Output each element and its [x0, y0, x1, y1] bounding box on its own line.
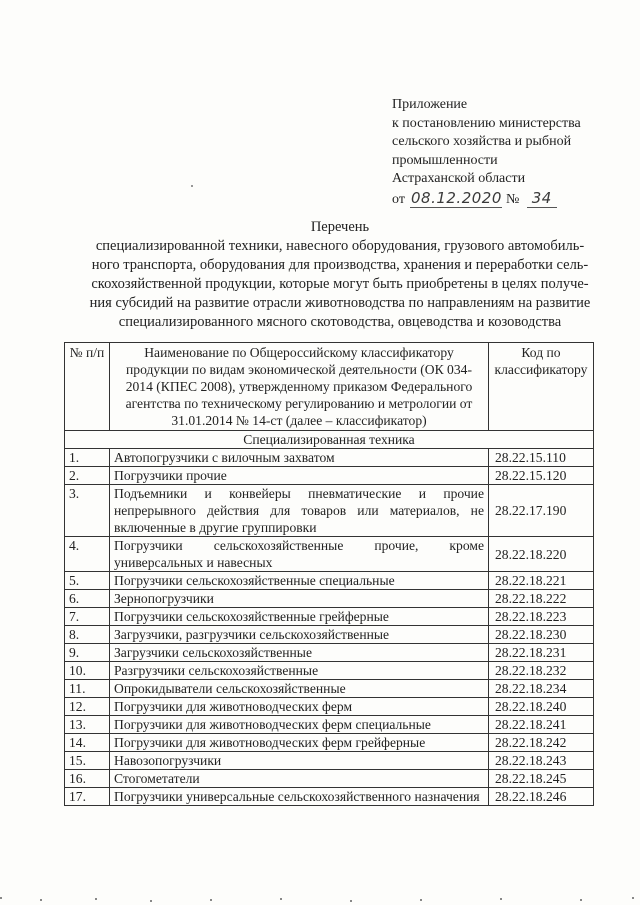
row-number: 16. — [65, 770, 110, 788]
row-number: 2. — [65, 467, 110, 485]
row-name: Погрузчики сельскохозяйственные прочие, кроме универсальных и навесных — [110, 537, 489, 572]
row-code: 28.22.18.221 — [489, 572, 594, 590]
section-row — [65, 431, 594, 449]
appendix-date-line — [392, 189, 632, 210]
row-number: 11. — [65, 680, 110, 698]
table-row — [65, 590, 594, 608]
appendix-block — [392, 96, 632, 209]
row-name: Разгрузчики сельскохозяйственные — [110, 662, 489, 680]
appendix-line: сельского хозяйства и рыбной — [392, 134, 572, 149]
document-title — [60, 218, 620, 332]
row-code: 28.22.18.243 — [489, 752, 594, 770]
row-code: 28.22.18.220 — [489, 537, 594, 572]
title-heading: Перечень — [310, 219, 370, 235]
row-code: 28.22.18.240 — [489, 698, 594, 716]
title-line: специализированной техники, навесного оборудования, грузового автомобиль- — [95, 238, 585, 254]
appendix-line: Астраханской области — [392, 171, 526, 186]
row-code: 28.22.18.242 — [489, 734, 594, 752]
appendix-line: Приложение — [392, 97, 468, 112]
scan-speck — [191, 185, 193, 187]
table-row — [65, 680, 594, 698]
row-number: 3. — [65, 485, 110, 537]
row-code: 28.22.18.232 — [489, 662, 594, 680]
row-number: 17. — [65, 788, 110, 806]
row-code: 28.22.18.230 — [489, 626, 594, 644]
row-name: Погрузчики сельскохозяйственные грейферные — [110, 608, 489, 626]
scan-edge-marks — [0, 893, 640, 905]
date-prefix: от — [392, 191, 405, 207]
row-number: 7. — [65, 608, 110, 626]
table-row — [65, 662, 594, 680]
row-number: 15. — [65, 752, 110, 770]
table-row — [65, 770, 594, 788]
table-header-row — [65, 343, 594, 431]
table-row — [65, 608, 594, 626]
appendix-line: к постановлению министерства — [392, 115, 581, 131]
row-code: 28.22.15.120 — [489, 467, 594, 485]
row-number: 4. — [65, 537, 110, 572]
row-name: Погрузчики универсальные сельскохозяйственного назначения — [110, 788, 489, 806]
header-num: № п/п — [65, 343, 110, 431]
title-line: специализированного мясного скотоводства, овцеводства и козоводства — [118, 314, 562, 330]
title-line: ного транспорта, оборудования для производства, хранения и переработки сель- — [91, 257, 589, 273]
row-name: Навозопогрузчики — [110, 752, 489, 770]
row-name: Погрузчики для животноводческих ферм грейферные — [110, 734, 489, 752]
header-code: Код по классификатору — [489, 343, 594, 431]
equipment-table — [64, 342, 594, 806]
section-title: Специализированная техника — [65, 431, 594, 449]
table-row — [65, 788, 594, 806]
row-code: 28.22.18.245 — [489, 770, 594, 788]
row-number: 6. — [65, 590, 110, 608]
appendix-line: промышленности — [392, 152, 498, 168]
row-name: Погрузчики сельскохозяйственные специальные — [110, 572, 489, 590]
table-row — [65, 716, 594, 734]
row-name: Загрузчики сельскохозяйственные — [110, 644, 489, 662]
row-code: 28.22.18.231 — [489, 644, 594, 662]
handwritten-number: 34 — [527, 189, 557, 209]
table-row — [65, 734, 594, 752]
row-number: 13. — [65, 716, 110, 734]
row-code: 28.22.18.246 — [489, 788, 594, 806]
row-name: Опрокидыватели сельскохозяйственные — [110, 680, 489, 698]
handwritten-date: 08.12.2020 — [410, 188, 502, 207]
row-number: 9. — [65, 644, 110, 662]
row-name: Стогометатели — [110, 770, 489, 788]
number-prefix: № — [505, 191, 520, 207]
row-number: 14. — [65, 734, 110, 752]
table-row — [65, 626, 594, 644]
table-row — [65, 644, 594, 662]
header-name: Наименование по Общероссийскому классификатору продукции по видам экономической деятельности (ОК 034-2014 (КПЕС 2008), утвержденному приказом Федерального агентства по техническому регулированию и метрологии от 31.01.2014 № 14-ст (далее – классификатор) — [110, 343, 489, 431]
table-row — [65, 467, 594, 485]
row-name: Погрузчики прочие — [110, 467, 489, 485]
table-row — [65, 485, 594, 537]
row-name: Зернопогрузчики — [110, 590, 489, 608]
row-code: 28.22.18.241 — [489, 716, 594, 734]
table-row — [65, 537, 594, 572]
title-line: ния субсидий на развитие отрасли животноводства по направлениям на развитие — [89, 295, 591, 311]
table-row — [65, 572, 594, 590]
row-name: Погрузчики для животноводческих ферм специальные — [110, 716, 489, 734]
row-number: 10. — [65, 662, 110, 680]
row-number: 1. — [65, 449, 110, 467]
row-code: 28.22.18.222 — [489, 590, 594, 608]
table-row — [65, 752, 594, 770]
row-name: Автопогрузчики с вилочным захватом — [110, 449, 489, 467]
row-name: Погрузчики для животноводческих ферм — [110, 698, 489, 716]
row-code: 28.22.18.234 — [489, 680, 594, 698]
row-code: 28.22.15.110 — [489, 449, 594, 467]
row-number: 12. — [65, 698, 110, 716]
table-row — [65, 449, 594, 467]
row-code: 28.22.17.190 — [489, 485, 594, 537]
title-line: скохозяйственной продукции, которые могут быть приобретены в целях получе- — [91, 276, 589, 292]
row-number: 5. — [65, 572, 110, 590]
row-name: Подъемники и конвейеры пневматические и прочие непрерывного действия для товаров или материалов, не включенные в другие группировки — [110, 485, 489, 537]
table-row — [65, 698, 594, 716]
row-number: 8. — [65, 626, 110, 644]
row-code: 28.22.18.223 — [489, 608, 594, 626]
row-name: Загрузчики, разгрузчики сельскохозяйственные — [110, 626, 489, 644]
